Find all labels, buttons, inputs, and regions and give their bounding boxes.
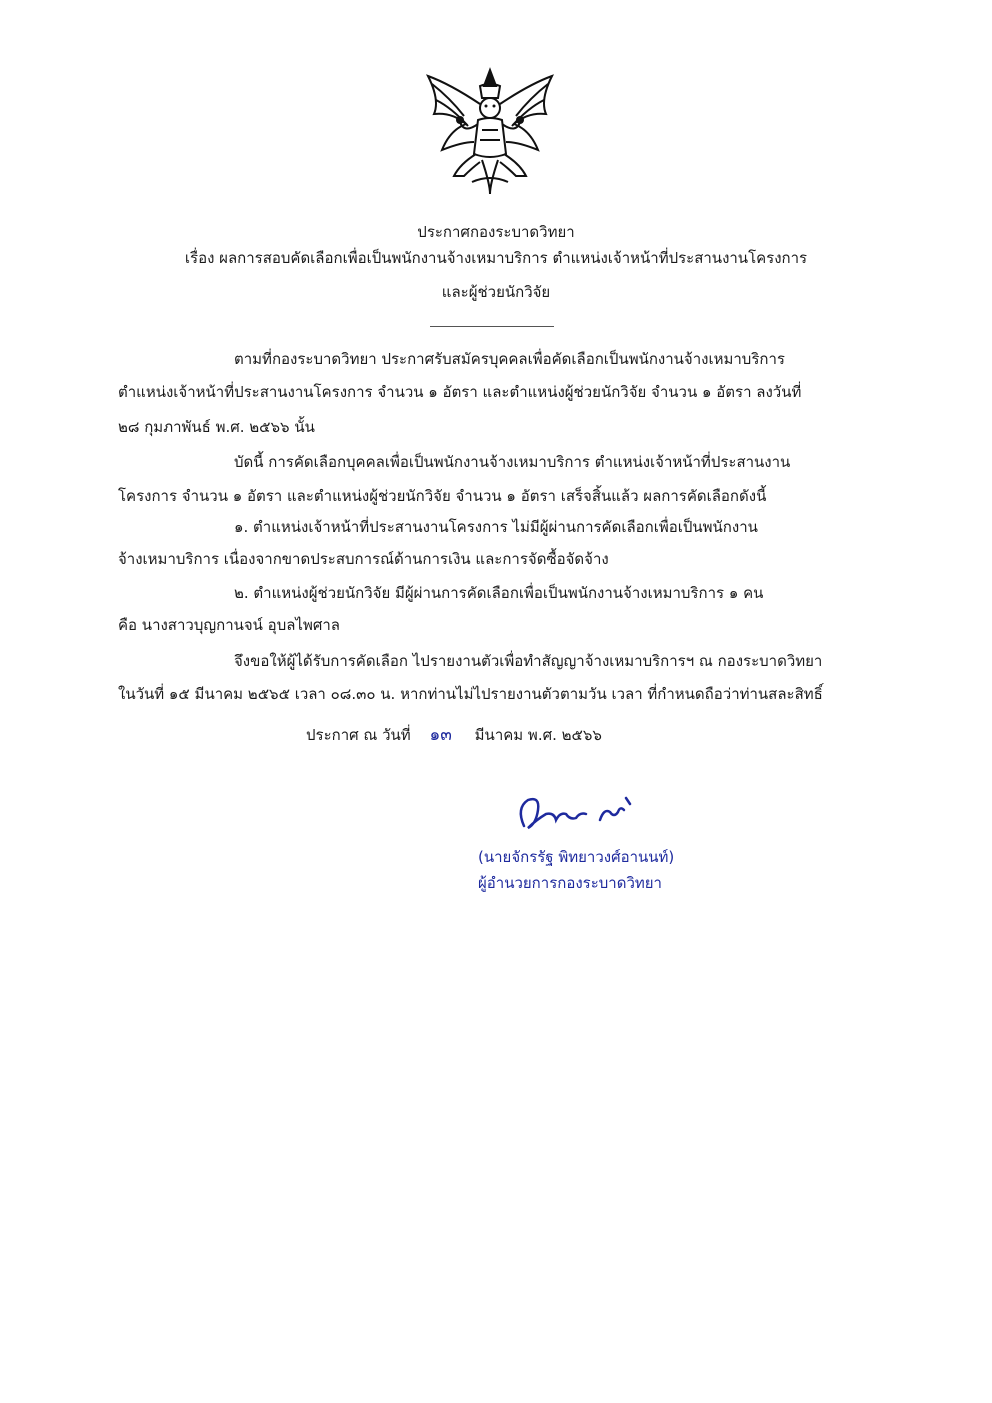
paragraph-1-line-3: ๒๘ กุมภาพันธ์ พ.ศ. ๒๕๖๖ นั้น (118, 418, 315, 436)
paragraph-2-line-1: บัดนี้ การคัดเลือกบุคคลเพื่อเป็นพนักงานจ้างเหมาบริการ ตำแหน่งเจ้าหน้าที่ประสานงาน (234, 453, 791, 471)
document-heading: ประกาศกองระบาดวิทยา (417, 223, 575, 241)
announce-month-year: มีนาคม พ.ศ. ๒๕๖๖ (474, 726, 602, 744)
subject-line-2: และผู้ช่วยนักวิจัย (441, 283, 551, 301)
paragraph-1-line-2: ตำแหน่งเจ้าหน้าที่ประสานงานโครงการ จำนวน ๑ อัตรา และตำแหน่งผู้ช่วยนักวิจัย จำนวน ๑ อัตรา ลงวันที่ (118, 383, 802, 401)
signatory-name: (นายจักรรัฐ พิทยาวงศ์อานนท์) (478, 848, 675, 866)
paragraph-3-line-2: ในวันที่ ๑๕ มีนาคม ๒๕๖๕ เวลา ๐๘.๓๐ น. หากท่านไม่ไปรายงานตัวตามวัน เวลา ที่กำหนดถือว่าท่านสละสิทธิ์ (118, 685, 823, 703)
garuda-emblem (420, 64, 560, 199)
item-1-line-1: ๑. ตำแหน่งเจ้าหน้าที่ประสานงานโครงการ ไม่มีผู้ผ่านการคัดเลือกเพื่อเป็นพนักงาน (234, 518, 758, 536)
item-2-line-1: ๒. ตำแหน่งผู้ช่วยนักวิจัย มีผู้ผ่านการคัดเลือกเพื่อเป็นพนักงานจ้างเหมาบริการ ๑ คน (234, 584, 764, 602)
subject-line-1: เรื่อง ผลการสอบคัดเลือกเพื่อเป็นพนักงานจ้างเหมาบริการ ตำแหน่งเจ้าหน้าที่ประสานงานโครงการ (184, 249, 808, 267)
paragraph-3-line-1: จึงขอให้ผู้ได้รับการคัดเลือก ไปรายงานตัวเพื่อทำสัญญาจ้างเหมาบริการฯ ณ กองระบาดวิทยา (234, 652, 823, 670)
paragraph-2-line-2: โครงการ จำนวน ๑ อัตรา และตำแหน่งผู้ช่วยนักวิจัย จำนวน ๑ อัตรา เสร็จสิ้นแล้ว ผลการคัดเลือกดังนี้ (118, 487, 767, 505)
heading-divider (430, 326, 554, 327)
signatory-title: ผู้อำนวยการกองระบาดวิทยา (478, 874, 662, 892)
paragraph-1-line-1: ตามที่กองระบาดวิทยา ประกาศรับสมัครบุคคลเพื่อคัดเลือกเป็นพนักงานจ้างเหมาบริการ (234, 350, 785, 368)
item-2-line-2: คือ นางสาวบุญกานจน์ อุบลไพศาล (118, 616, 340, 634)
announce-prefix: ประกาศ ณ วันที่ (306, 726, 411, 744)
announce-day: ๑๓ (429, 725, 452, 745)
announce-date (306, 724, 602, 746)
handwritten-signature (506, 790, 636, 840)
item-1-line-2: จ้างเหมาบริการ เนื่องจากขาดประสบการณ์ด้านการเงิน และการจัดซื้อจัดจ้าง (118, 550, 609, 568)
